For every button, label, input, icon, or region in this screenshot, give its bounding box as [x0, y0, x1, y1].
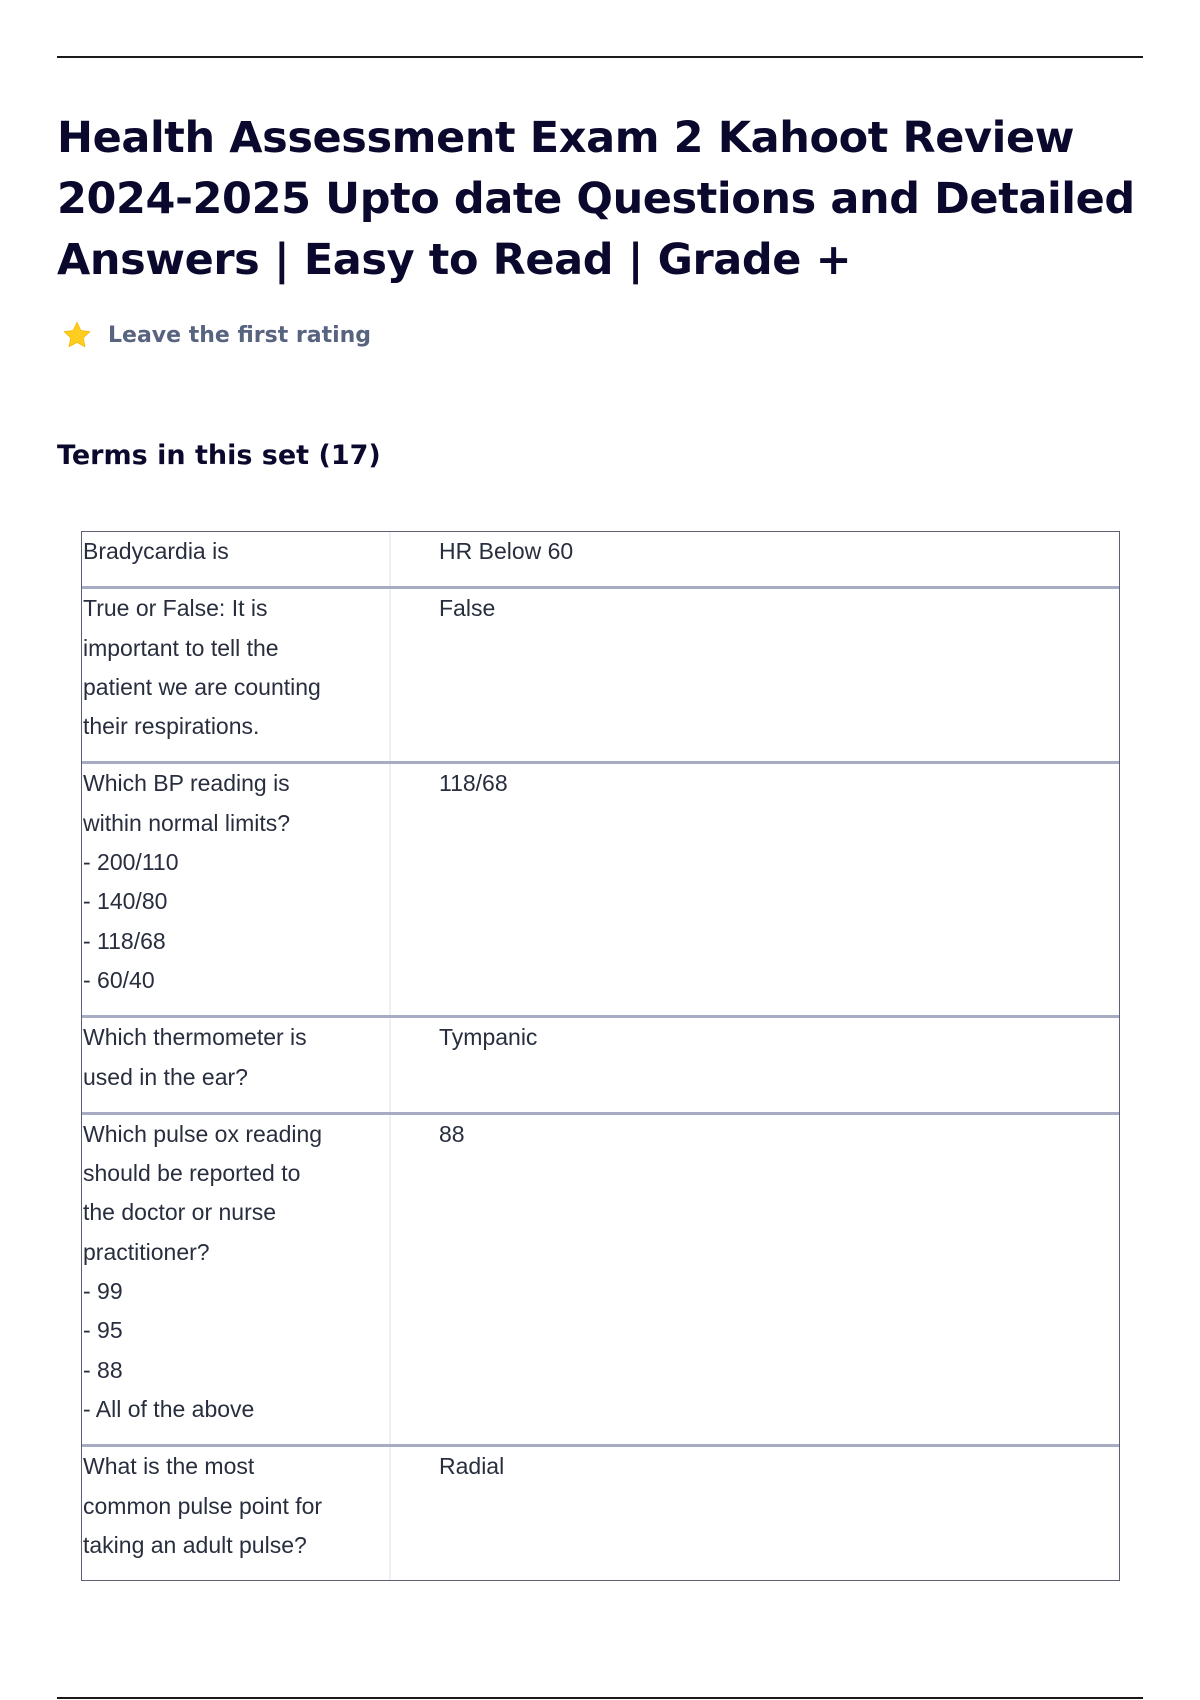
- definition-text: HR Below 60: [439, 538, 574, 564]
- definition-text: Tympanic: [439, 1024, 538, 1051]
- term-row: [82, 761, 1119, 1015]
- term-row: [82, 1444, 1119, 1580]
- term-text: Which BP reading is within normal limits? - 200/110 - 140/80 - 118/68 - 60/40: [82, 764, 391, 1015]
- bottom-divider: [57, 1697, 1143, 1699]
- document-title: Health Assessment Exam 2 Kahoot Review 2024-2025 Upto date Questions and Detailed Answers | Easy to Read | Grade +: [57, 113, 1135, 285]
- term-text: Which pulse ox reading should be reported to the doctor or nurse practitioner? - 99 - 95 - 88 - All of the above: [82, 1115, 391, 1444]
- definition-text: False: [439, 595, 496, 622]
- definition-text: 118/68: [439, 770, 508, 797]
- term-text: Which thermometer is used in the ear?: [82, 1018, 391, 1112]
- definition-text: 88: [439, 1120, 465, 1147]
- definition-text: Radial: [439, 1453, 505, 1480]
- term-row: [82, 532, 1119, 586]
- star-icon: [62, 320, 92, 350]
- rating-prompt[interactable]: [62, 320, 371, 350]
- term-text: Bradycardia is: [82, 532, 391, 586]
- terms-table: [81, 531, 1120, 1581]
- terms-heading: Terms in this set (17): [57, 440, 381, 471]
- top-divider: [57, 56, 1143, 58]
- term-row: [82, 586, 1119, 761]
- term-row: [82, 1112, 1119, 1444]
- term-text: True or False: It is important to tell the patient we are counting their respirations.: [82, 589, 391, 761]
- term-row: [82, 1015, 1119, 1112]
- leave-rating-link[interactable]: Leave the first rating: [108, 322, 372, 348]
- term-text: What is the most common pulse point for taking an adult pulse?: [82, 1447, 391, 1580]
